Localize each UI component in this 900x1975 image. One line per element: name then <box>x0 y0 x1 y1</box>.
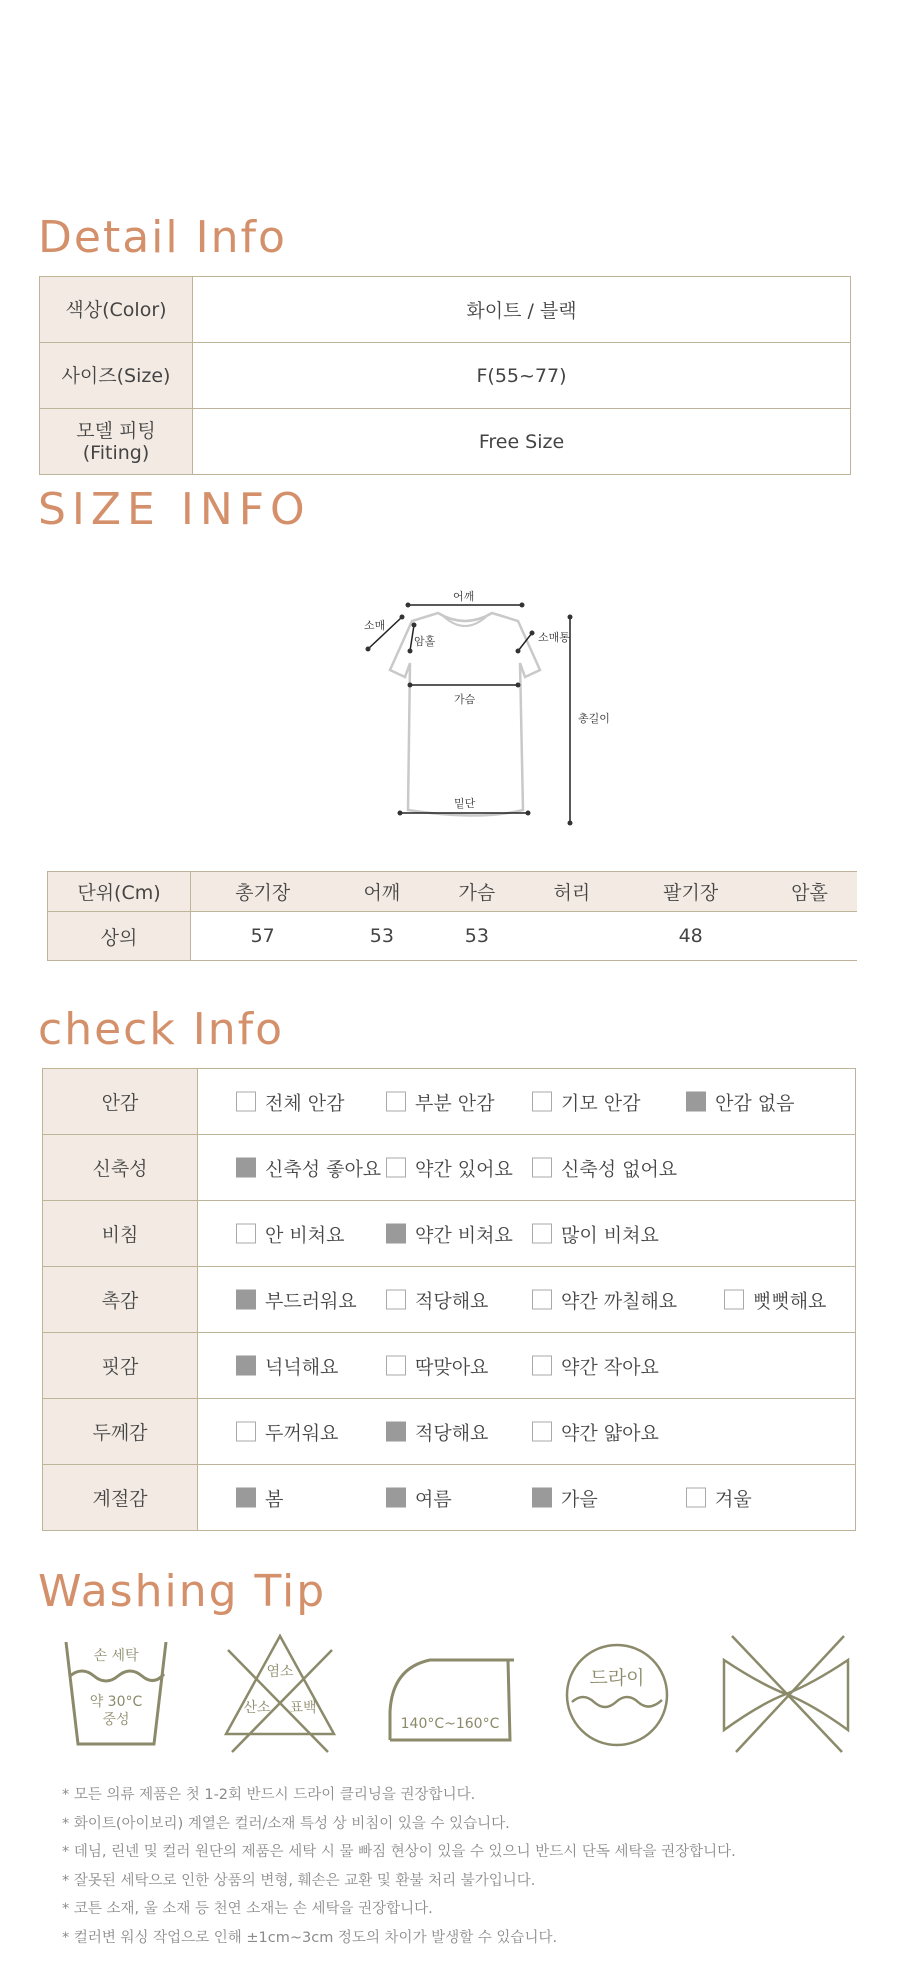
check-option <box>386 1286 488 1313</box>
size-row-label: 상의 <box>48 912 191 961</box>
check-option-label: 부드러워요 <box>265 1290 357 1312</box>
diagram-label-total-length: 총길이 <box>578 712 610 725</box>
no-bleach-icon <box>220 1630 340 1755</box>
washing-note: * 화이트(아이보리) 계열은 컬러/소재 특성 상 비침이 있을 수 있습니다. <box>62 1815 510 1832</box>
size-table-header <box>48 872 858 912</box>
checkbox <box>532 1422 552 1442</box>
check-option <box>236 1154 381 1181</box>
detail-value: 화이트 / 블랙 <box>193 277 851 343</box>
check-row-stretch <box>43 1135 856 1201</box>
check-option <box>532 1154 677 1181</box>
check-row-thickness <box>43 1399 856 1465</box>
checkbox-checked <box>686 1092 706 1112</box>
washing-tip-heading: Washing Tip <box>38 1566 327 1617</box>
size-cell: 57 <box>191 912 335 961</box>
detail-table <box>39 276 851 475</box>
detail-label-line: (Fiting) <box>82 441 150 464</box>
check-row-fit <box>43 1333 856 1399</box>
check-option-label: 전체 안감 <box>265 1092 345 1114</box>
checkbox-checked <box>236 1488 256 1508</box>
checkbox <box>236 1224 256 1244</box>
checkbox <box>236 1422 256 1442</box>
check-option-label: 적당해요 <box>415 1422 489 1444</box>
check-option <box>386 1154 513 1181</box>
washing-note: * 코튼 소재, 울 소재 등 천연 소재는 손 세탁을 권장합니다. <box>62 1901 433 1918</box>
detail-row-fitting <box>40 409 851 475</box>
detail-label: 색상(Color) <box>40 277 193 343</box>
check-option-label: 뻣뻣해요 <box>753 1290 827 1312</box>
checkbox <box>532 1356 552 1376</box>
detail-row-size <box>40 343 851 409</box>
diagram-label-armhole: 암홀 <box>414 635 436 648</box>
check-row-texture <box>43 1267 856 1333</box>
check-option <box>386 1220 513 1247</box>
check-info-heading: check Info <box>38 1004 285 1055</box>
checkbox <box>386 1290 406 1310</box>
check-option-label: 겨울 <box>715 1488 752 1510</box>
diagram-label-hem: 밑단 <box>454 797 476 810</box>
check-option <box>532 1220 659 1247</box>
check-option-label: 신축성 없어요 <box>561 1158 678 1180</box>
check-option-label: 안감 없음 <box>715 1092 795 1114</box>
bleach-right-label: 표백 <box>289 1700 317 1716</box>
check-option-label: 딱맞아요 <box>415 1356 489 1378</box>
check-option <box>686 1088 794 1115</box>
check-label: 계절감 <box>43 1465 198 1531</box>
diagram-label-chest: 가슴 <box>454 693 476 706</box>
check-option <box>236 1418 338 1445</box>
check-label: 촉감 <box>43 1267 198 1333</box>
checkbox <box>236 1092 256 1112</box>
garment-outline <box>390 613 540 816</box>
checkbox-checked <box>236 1356 256 1376</box>
size-cell: 53 <box>334 912 429 961</box>
checkbox-checked <box>236 1290 256 1310</box>
garment-size-diagram <box>360 585 610 839</box>
diagram-label-sleeve: 소매 <box>364 619 386 632</box>
hand-wash-detergent: 중성 <box>102 1712 130 1728</box>
size-table <box>47 871 857 961</box>
iron-icon <box>386 1632 516 1747</box>
checkbox-checked <box>532 1488 552 1508</box>
check-option-label: 부분 안감 <box>415 1092 495 1114</box>
detail-value: F(55~77) <box>193 343 851 409</box>
check-option-label: 신축성 좋아요 <box>265 1158 382 1180</box>
checkbox-checked <box>386 1422 406 1442</box>
size-cell <box>524 912 619 961</box>
check-option-label: 봄 <box>265 1488 284 1510</box>
check-option <box>236 1220 344 1247</box>
size-table-row <box>48 912 858 961</box>
check-label: 두께감 <box>43 1399 198 1465</box>
size-cell: 48 <box>619 912 762 961</box>
check-option-label: 안 비쳐요 <box>265 1224 345 1246</box>
check-option-label: 약간 있어요 <box>415 1158 513 1180</box>
check-option <box>236 1088 344 1115</box>
washing-note: * 잘못된 세탁으로 인한 상품의 변형, 훼손은 교환 및 환불 처리 불가입니다. <box>62 1872 536 1889</box>
check-option <box>532 1484 598 1511</box>
checkbox <box>532 1158 552 1178</box>
washing-notes <box>62 1781 736 1953</box>
check-option-label: 약간 까칠해요 <box>561 1290 678 1312</box>
no-wring-icon <box>720 1634 855 1754</box>
check-option <box>386 1484 452 1511</box>
detail-value: Free Size <box>193 409 851 475</box>
washing-note: * 데님, 린넨 및 컬러 원단의 제품은 세탁 시 물 빠짐 현상이 있을 수 있으니 반드시 단독 세탁을 권장합니다. <box>62 1844 736 1861</box>
iron-temp-label: 140°C~160°C <box>400 1716 500 1732</box>
check-option-label: 약간 비쳐요 <box>415 1224 513 1246</box>
check-label: 안감 <box>43 1069 198 1135</box>
check-label: 신축성 <box>43 1135 198 1201</box>
hand-wash-icon <box>62 1634 172 1749</box>
dry-clean-icon <box>564 1642 674 1752</box>
checkbox-checked <box>236 1158 256 1178</box>
dry-clean-label: 드라이 <box>589 1667 645 1689</box>
check-option <box>386 1418 488 1445</box>
check-option <box>236 1484 283 1511</box>
checkbox <box>532 1092 552 1112</box>
detail-label <box>40 409 193 475</box>
check-option-label: 많이 비쳐요 <box>561 1224 659 1246</box>
detail-label: 사이즈(Size) <box>40 343 193 409</box>
check-option <box>236 1352 338 1379</box>
diagram-label-shoulder: 어깨 <box>453 590 475 603</box>
check-option-label: 넉넉해요 <box>265 1356 339 1378</box>
check-option <box>532 1352 659 1379</box>
bleach-top-label: 염소 <box>266 1664 294 1680</box>
check-option <box>532 1418 659 1445</box>
check-option-label: 적당해요 <box>415 1290 489 1312</box>
checkbox <box>386 1158 406 1178</box>
check-option <box>386 1088 494 1115</box>
check-label: 핏감 <box>43 1333 198 1399</box>
check-row-lining <box>43 1069 856 1135</box>
bleach-left-label: 산소 <box>243 1700 271 1716</box>
washing-note: * 모든 의류 제품은 첫 1-2회 반드시 드라이 클리닝을 권장합니다. <box>62 1787 476 1803</box>
size-cell <box>762 912 857 961</box>
size-column-header: 허리 <box>524 872 619 912</box>
size-column-header: 암홀 <box>762 872 857 912</box>
checkbox-checked <box>386 1488 406 1508</box>
diagram-label-sleeve-opening: 소매통 <box>538 631 570 644</box>
size-cell: 53 <box>429 912 524 961</box>
checkbox <box>532 1290 552 1310</box>
check-option-label: 여름 <box>415 1488 452 1510</box>
check-label: 비침 <box>43 1201 198 1267</box>
detail-info-heading: Detail Info <box>38 212 287 263</box>
checkbox <box>724 1290 744 1310</box>
checkbox-checked <box>386 1224 406 1244</box>
check-option-label: 약간 작아요 <box>561 1356 659 1378</box>
detail-row-color <box>40 277 851 343</box>
size-column-header: 팔기장 <box>619 872 762 912</box>
check-option <box>532 1088 640 1115</box>
size-info-heading: SIZE INFO <box>38 484 311 535</box>
check-option-label: 약간 얇아요 <box>561 1422 659 1444</box>
check-row-sheerness <box>43 1201 856 1267</box>
checkbox <box>532 1224 552 1244</box>
checkbox <box>386 1092 406 1112</box>
check-option-label: 가을 <box>561 1488 598 1510</box>
check-option <box>236 1286 357 1313</box>
check-option <box>724 1286 826 1313</box>
check-option <box>386 1352 488 1379</box>
size-unit-label: 단위(Cm) <box>48 872 191 912</box>
checkbox <box>686 1488 706 1508</box>
check-option <box>686 1484 752 1511</box>
washing-note: * 컬러변 워싱 작업으로 인해 ±1cm~3cm 정도의 차이가 발생할 수 있습니다. <box>62 1929 558 1946</box>
check-table <box>42 1068 856 1531</box>
check-row-season <box>43 1465 856 1531</box>
check-option-label: 두꺼워요 <box>265 1422 339 1444</box>
size-column-header: 총기장 <box>191 872 335 912</box>
check-option-label: 기모 안감 <box>561 1092 641 1114</box>
size-column-header: 어깨 <box>334 872 429 912</box>
size-column-header: 가슴 <box>429 872 524 912</box>
detail-label-line: 모델 피팅 <box>76 419 156 442</box>
check-option <box>532 1286 677 1313</box>
hand-wash-title: 손 세탁 <box>93 1648 139 1664</box>
hand-wash-temp: 약 30°C <box>89 1694 143 1710</box>
checkbox <box>386 1356 406 1376</box>
